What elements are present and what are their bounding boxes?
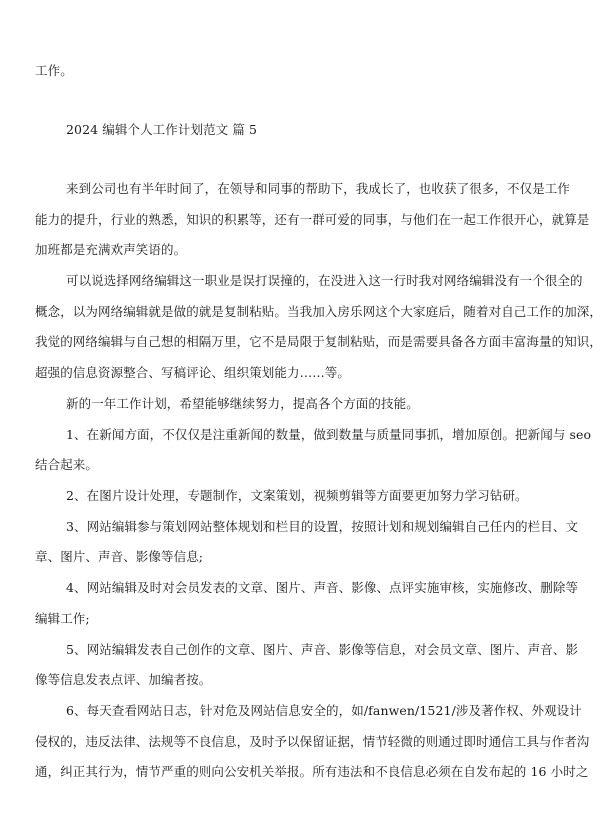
list-item-line: 像等信息发表点评、加编者按。 (35, 672, 212, 687)
body-line: 概念，以为网络编辑就是做的就是复制粘贴。当我加入房乐网这个大家庭后，随着对自己工作的加深， (35, 304, 602, 319)
body-line: 新的一年工作计划，希望能够继续努力，提高各个方面的技能。 (66, 396, 419, 411)
list-item-line: 通，纠正其行为，情节严重的则向公安机关举报。所有违法和不良信息必须在自发布起的 16 小时之 (35, 764, 589, 779)
list-item-line: 2、在图片设计处理，专题制作，文案策划，视频剪辑等方面要更加努力学习钻研。 (66, 488, 528, 503)
list-item-line: 1、在新闻方面，不仅仅是注重新闻的数量，做到数量与质量同事抓，增加原创。把新闻与 seo (66, 427, 592, 442)
list-item-line: 3、网站编辑参与策划网站整体规划和栏目的设置，按照计划和规划编辑自己任内的栏目、文 (66, 519, 579, 534)
list-item-line: 6、每天查看网站日志，针对危及网站信息安全的，如/fanwen/1521/涉及著作权、外观设计 (66, 703, 582, 718)
body-line: 加班都是充满欢声笑语的。 (35, 242, 187, 257)
section-heading: 2024 编辑个人工作计划范文 篇 5 (66, 122, 258, 137)
top-fragment: 工作。 (35, 63, 73, 78)
list-item-line: 章、图片、声音、影像等信息; (35, 549, 204, 564)
body-line: 能力的提升，行业的熟悉，知识的积累等，还有一群可爱的同事，与他们在一起工作很开心，就算是 (35, 212, 590, 227)
list-item-line: 4、网站编辑及时对会员发表的文章、图片、声音、影像、点评实施审核，实施修改、删除等 (66, 580, 579, 595)
body-line: 超强的信息资源整合、写稿评论、组织策划能力……等。 (35, 365, 351, 380)
body-line: 可以说选择网络编辑这一职业是误打误撞的，在没进入这一行时我对网络编辑没有一个很全的 (66, 273, 583, 288)
list-item-line: 编辑工作; (35, 611, 90, 626)
list-item-line: 结合起来。 (35, 457, 99, 472)
list-item-line: 5、网站编辑发表自己创作的文章、图片、声音、影像等信息，对会员文章、图片、声音、影 (66, 642, 579, 657)
body-line: 来到公司也有半年时间了，在领导和同事的帮助下，我成长了，也收获了很多，不仅是工作 (66, 181, 571, 196)
body-line: 我觉的网络编辑与自己想的相隔万里，它不是局限于复制粘贴，而是需要具备各方面丰富海量的知识， (35, 334, 602, 349)
list-item-line: 侵权的，违反法律、法规等不良信息，及时予以保留证据，情节轻微的则通过即时通信工具与作者沟 (35, 734, 590, 749)
